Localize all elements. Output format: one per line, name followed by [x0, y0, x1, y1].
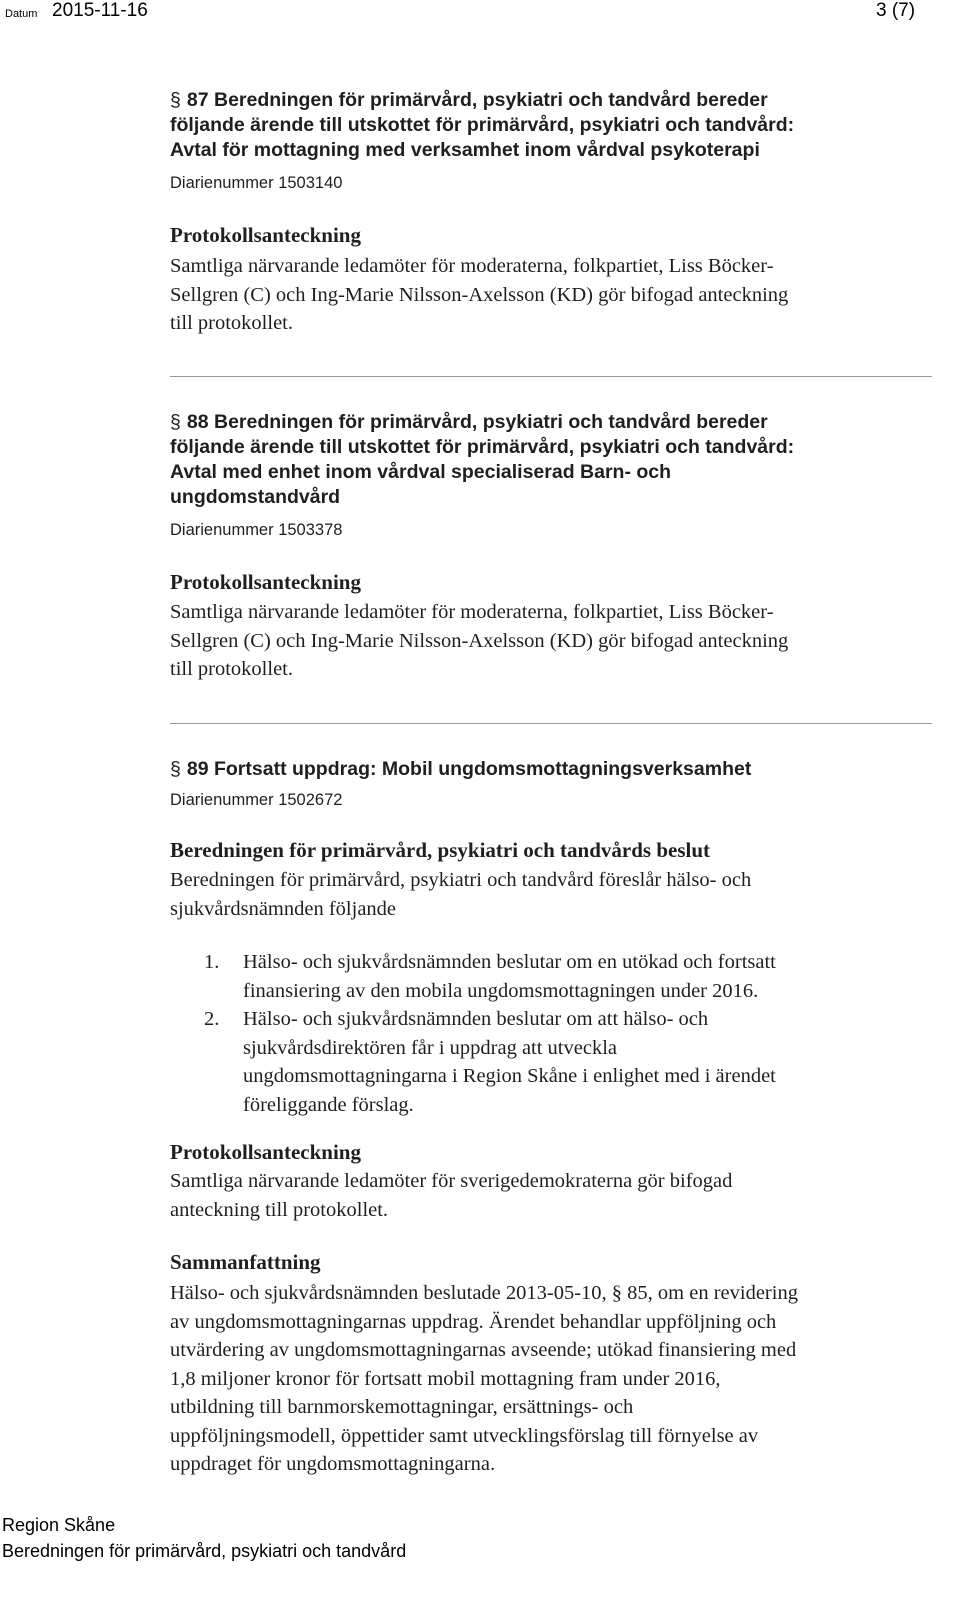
note-line: Samtliga närvarande ledamöter för moderaterna, folkpartiet, Liss Böcker-	[170, 601, 774, 623]
decision-list	[170, 948, 940, 1119]
section-87-title	[170, 88, 940, 163]
section-title-line: följande ärende till utskottet för primärvård, psykiatri och tandvård:	[170, 436, 795, 458]
section-title-line: ungdomstandvård	[170, 486, 341, 508]
section-88-title	[170, 410, 940, 510]
section-number: 89	[186, 758, 209, 780]
section-88-diarienummer: Diarienummer 1503378	[170, 521, 343, 539]
section-89-decision-heading: Beredningen för primärvård, psykiatri och tandvårds beslut	[170, 838, 711, 862]
note-line: till protokollet.	[170, 312, 293, 334]
section-title-line: Fortsatt uppdrag: Mobil ungdomsmottagningsverksamhet	[213, 758, 752, 780]
header-page-number: 3 (7)	[876, 0, 916, 21]
decision-line: Beredningen för primärvård, psykiatri och tandvård föreslår hälso- och	[170, 869, 752, 891]
note-line: till protokollet.	[170, 658, 293, 680]
section-title-line: Beredningen för primärvård, psykiatri och tandvård bereder	[213, 89, 768, 111]
section-89-summary-body	[170, 1279, 940, 1479]
note-line: Sellgren (C) och Ing-Marie Nilsson-Axelsson (KD) gör bifogad anteckning	[170, 283, 789, 306]
decision-list-item	[170, 948, 940, 1005]
footer-board: Beredningen för primärvård, psykiatri och tandvård	[2, 1541, 407, 1561]
list-item-line: Hälso- och sjukvårdsnämnden beslutar om en utökad och fortsatt	[243, 951, 776, 973]
header-datum-label: Datum	[5, 8, 38, 20]
list-item-line: Hälso- och sjukvårdsnämnden beslutar om att hälso- och	[243, 1008, 709, 1030]
note-line: Samtliga närvarande ledamöter för sverigedemokraterna gör bifogad	[170, 1170, 733, 1192]
section-title-line: Avtal med enhet inom vårdval specialiserad Barn- och	[170, 461, 672, 483]
decision-list-item	[170, 1005, 940, 1119]
section-89-decision-body	[170, 866, 940, 923]
section-title-line: följande ärende till utskottet för primärvård, psykiatri och tandvård:	[170, 114, 795, 136]
note-line: Sellgren (C) och Ing-Marie Nilsson-Axelsson (KD) gör bifogad anteckning	[170, 629, 789, 652]
summary-line: utvärdering av ungdomsmottagningarnas avseende; utökad finansiering med	[170, 1339, 797, 1361]
section-title-line: Beredningen för primärvård, psykiatri och tandvård bereder	[213, 411, 768, 433]
list-item-number: 1.	[204, 951, 220, 973]
section-divider	[170, 723, 932, 724]
section-sign-icon: §	[170, 758, 181, 780]
section-88-note-heading: Protokollsanteckning	[170, 570, 361, 594]
section-89-summary-heading: Sammanfattning	[170, 1250, 321, 1274]
summary-line: Hälso- och sjukvårdsnämnden beslutade 2013-05-10, § 85, om en revidering	[170, 1282, 798, 1304]
section-87-note-body	[170, 252, 940, 338]
section-89-title	[170, 757, 940, 782]
summary-line: uppdraget för ungdomsmottagningarna.	[170, 1453, 496, 1475]
footer-organization: Region Skåne	[2, 1515, 116, 1535]
summary-line: 1,8 miljoner kronor för fortsatt mobil mottagning fram under 2016,	[170, 1367, 721, 1390]
section-title-line: Avtal för mottagning med verksamhet inom vårdval psykoterapi	[170, 139, 760, 161]
section-87-diarienummer: Diarienummer 1503140	[170, 174, 343, 192]
section-89-note-body	[170, 1167, 940, 1224]
summary-line: utbildning till barnmorskemottagningar, ersättnings- och	[170, 1396, 634, 1418]
list-item-line: föreliggande förslag.	[243, 1093, 414, 1116]
section-sign-icon: §	[170, 411, 181, 433]
section-89-diarienummer: Diarienummer 1502672	[170, 791, 343, 809]
section-divider	[170, 376, 932, 377]
list-item-line: sjukvårdsdirektören får i uppdrag att utveckla	[243, 1036, 617, 1059]
section-sign-icon: §	[170, 89, 181, 111]
note-line: Samtliga närvarande ledamöter för moderaterna, folkpartiet, Liss Böcker-	[170, 255, 774, 277]
section-number: 88	[186, 411, 209, 433]
list-item-number: 2.	[204, 1008, 220, 1030]
summary-line: uppföljningsmodell, öppettider samt utvecklingsförslag till förnyelse av	[170, 1424, 759, 1447]
section-89-note-heading: Protokollsanteckning	[170, 1140, 361, 1164]
list-item-line: finansiering av den mobila ungdomsmottagningen under 2016.	[243, 979, 759, 1002]
section-number: 87	[186, 89, 209, 111]
summary-line: av ungdomsmottagningarnas uppdrag. Ärendet behandlar uppföljning och	[170, 1310, 777, 1333]
section-87-note-heading: Protokollsanteckning	[170, 223, 361, 247]
note-line: anteckning till protokollet.	[170, 1198, 389, 1221]
section-88-note-body	[170, 598, 940, 684]
decision-line: sjukvårdsnämnden följande	[170, 897, 397, 920]
header-date: 2015-11-16	[52, 0, 148, 21]
list-item-line: ungdomsmottagningarna i Region Skåne i enlighet med i ärendet	[243, 1065, 776, 1087]
